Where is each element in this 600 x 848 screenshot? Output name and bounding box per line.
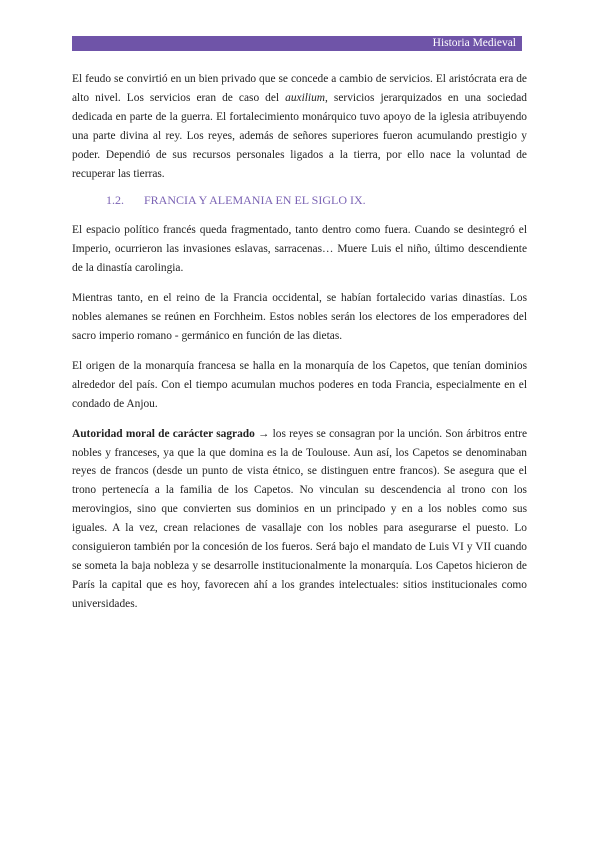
section-heading bbox=[72, 191, 527, 209]
paragraph-feudo-text-start: El feudo se convirtió en un bien privado que se concede a cambio de servicios. El aristócrata era de alto nivel. Los servicios eran de caso del bbox=[72, 73, 527, 104]
paragraph-feudo-text-end: , servicios jerarquizados en una sociedad dedicada en parte de la guerra. El fortalecimiento monárquico tuvo apoyo de la iglesia atribuyendo una parte divina al rey. Los reyes, además de señores superiores fueron acumulando prestigio y poder. Dependió de sus recursos personales ligados a la tierra, por ello nace la voluntad de recuperar las tierras. bbox=[72, 91, 527, 180]
document-body bbox=[72, 70, 527, 625]
header-bar bbox=[72, 36, 522, 51]
paragraph-origen-monarquia: El origen de la monarquía francesa se halla en la monarquía de los Capetos, que tenían dominios alrededor del país. Con el tiempo acumulan muchos poderes en toda Francia, especialmente en el condado de Anjou. bbox=[72, 359, 527, 410]
arrow-icon: → bbox=[258, 427, 270, 440]
auxilium-term: auxilium bbox=[285, 91, 326, 104]
autoridad-moral-term: Autoridad moral de carácter sagrado bbox=[72, 427, 255, 440]
section-title: FRANCIA Y ALEMANIA EN EL SIGLO IX. bbox=[144, 193, 366, 208]
section-number: 1.2. bbox=[106, 193, 124, 208]
header-title: Historia Medieval bbox=[432, 37, 516, 49]
paragraph-feudo bbox=[72, 70, 527, 183]
paragraph-francia-occidental: Mientras tanto, en el reino de la Francia occidental, se habían fortalecido varias dinastías. Los nobles alemanes se reúnen en Forchheim. Estos nobles serán los electores de los emperadores del sacro imperio romano - germánico en función de las dietas. bbox=[72, 292, 527, 342]
paragraph-autoridad-moral-text: los reyes se consagran por la unción. Son árbitros entre nobles y franceses, ya que la que domina es la de Toulouse. Aun así, los Capetos se denominaban reyes de francos (desde un punto de vista étnico, se distinguen entre francos). Se asegura que el trono pertenecía a la familia de los Capetos. No vinculan su descendencia al trono con los merovingios, sino que convierten sus dominios en un principado y en a los nobles como sus iguales. A la vez, crean relaciones de vasallaje con los nobles para asegurarse el puesto. Lo consiguieron también por la concesión de los fueros. Será bajo el mandato de Luis VI y VII cuando se someta la baja nobleza y se desarrolle institucionalmente la monarquía. Los Capetos hicieron de París la capital que es hoy, favorecen ahí a los grandes intelectuales: sitios institucionales como universidades. bbox=[72, 427, 528, 610]
paragraph-autoridad-moral bbox=[72, 425, 527, 614]
paragraph-espacio-politico: El espacio político francés queda fragmentado, tanto dentro como fuera. Cuando se desintegró el Imperio, ocurrieron las invasiones eslavas, sarracenas… Muere Luis el niño, último descendiente de la dinastía carolingia. bbox=[72, 224, 527, 275]
